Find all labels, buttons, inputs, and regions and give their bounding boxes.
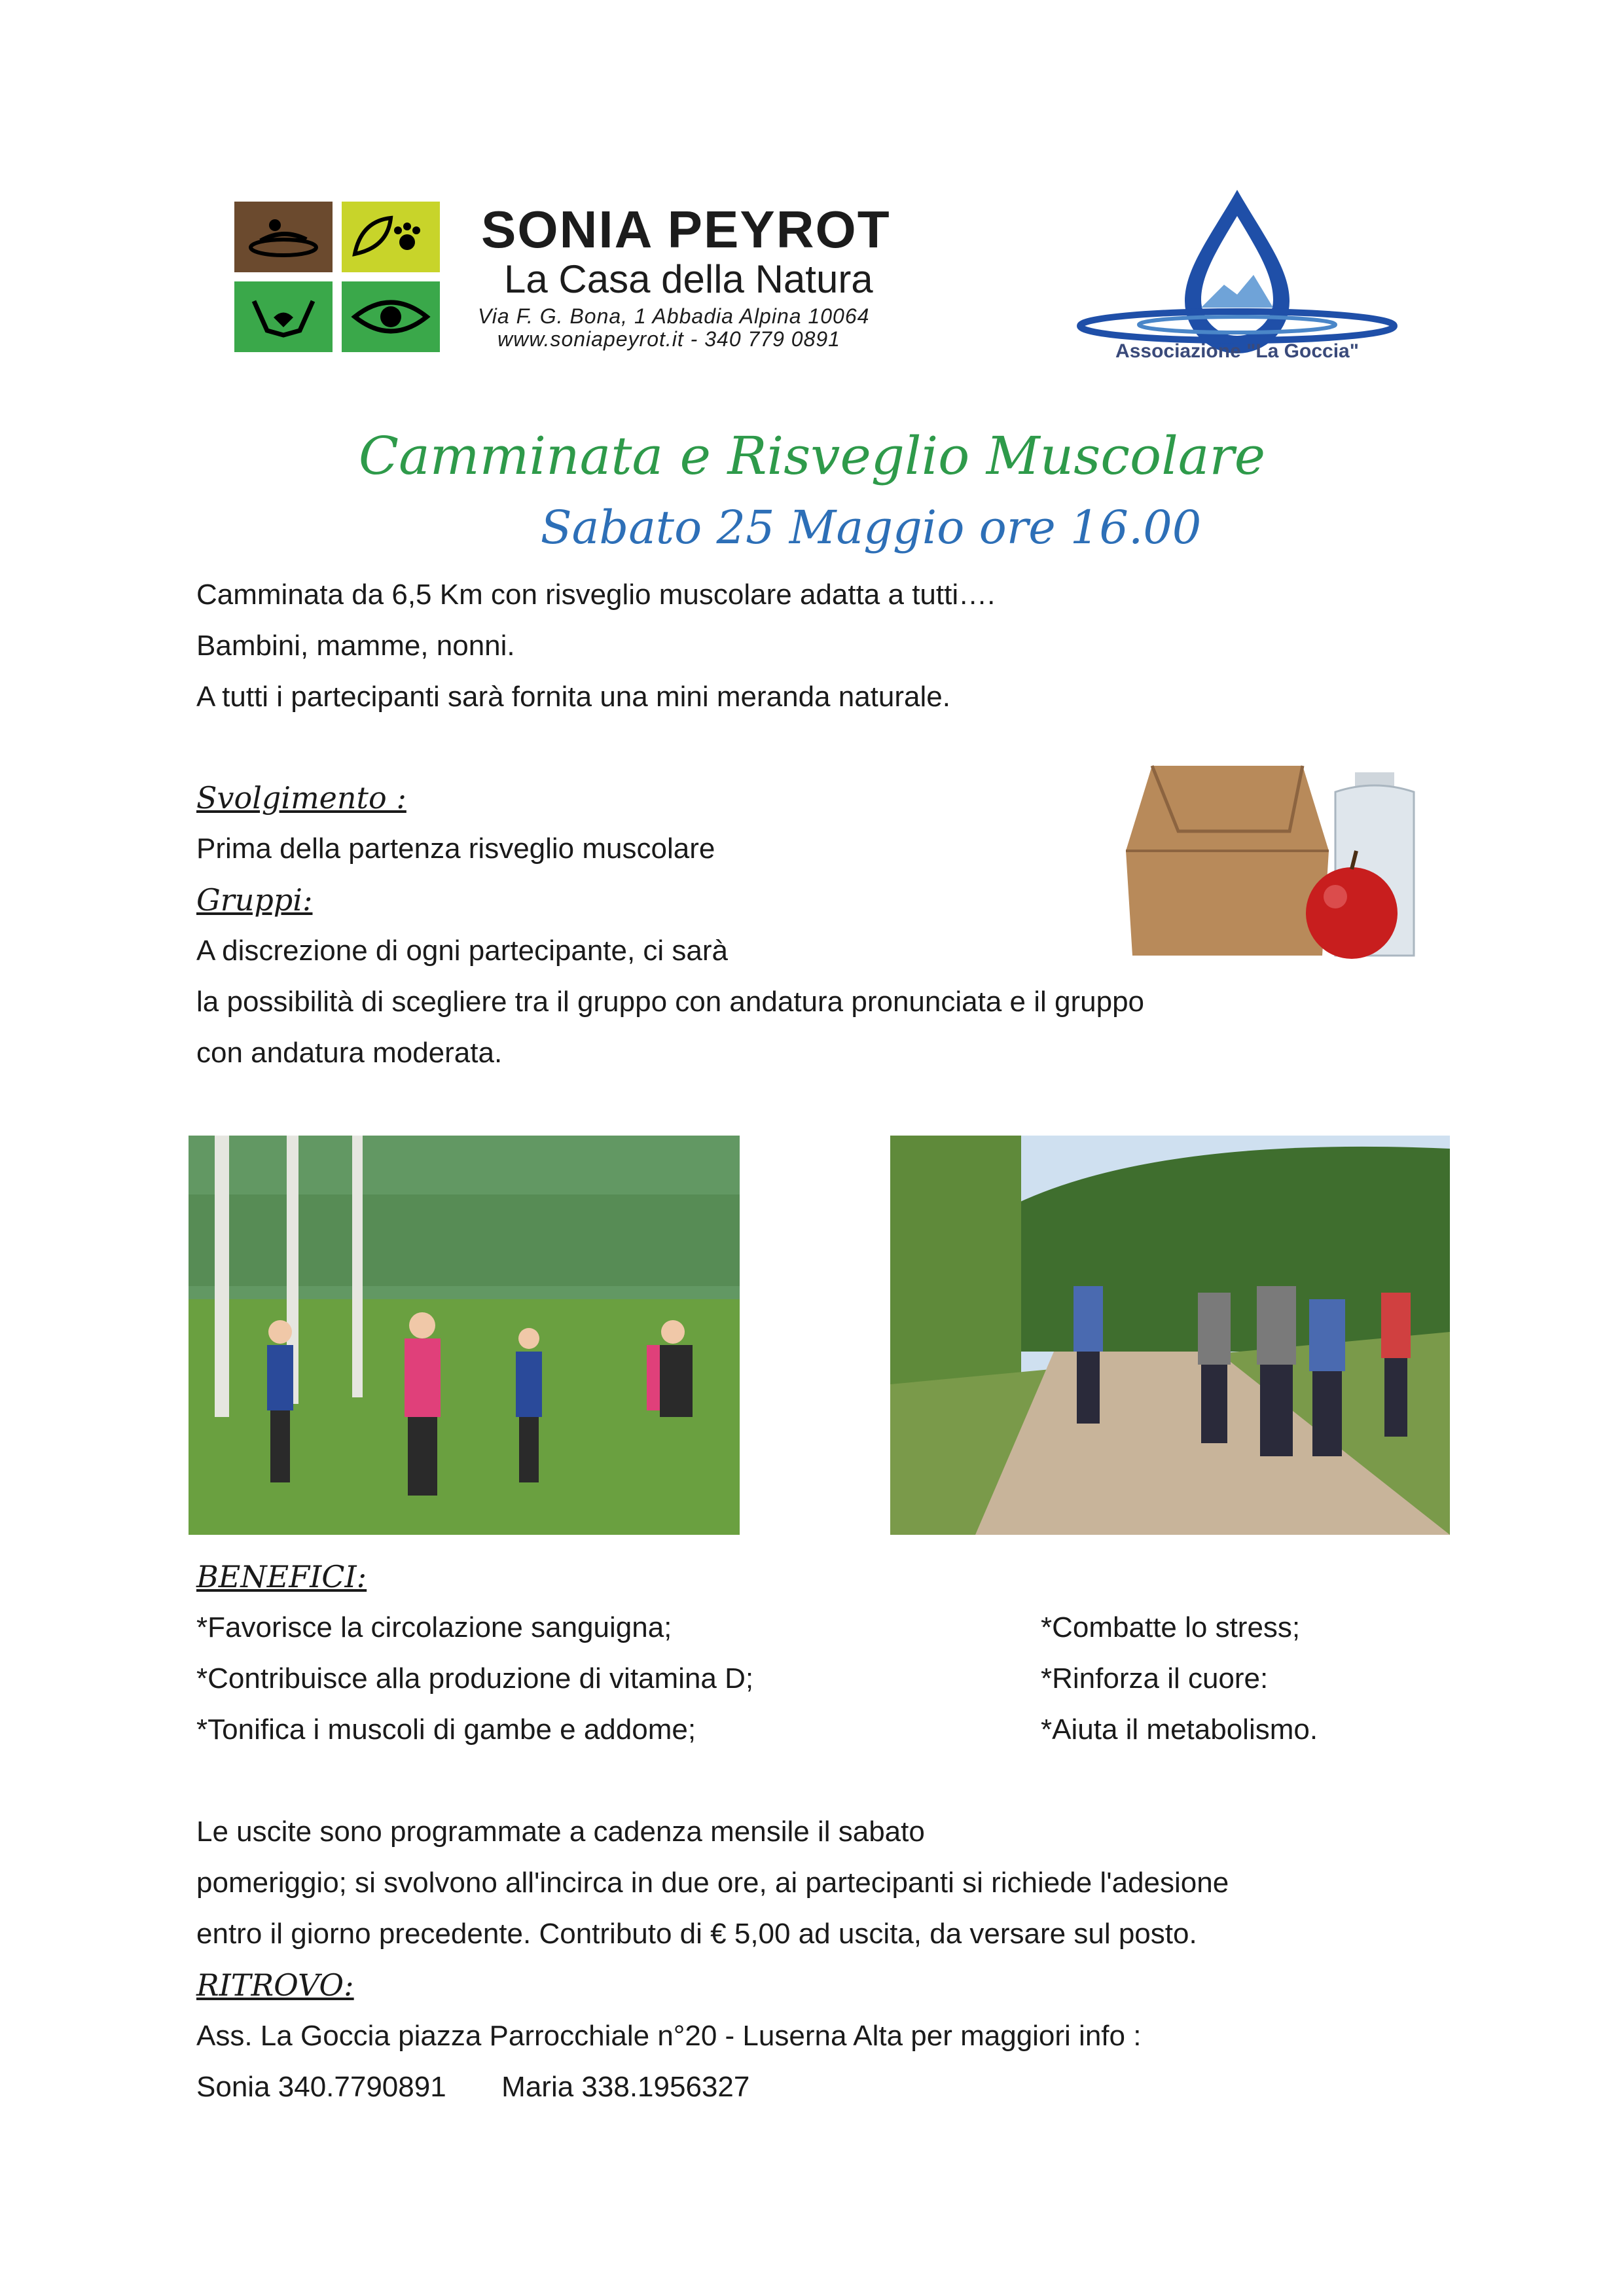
intro-line: Bambini, mamme, nonni. [196, 630, 515, 662]
intro-line: A tutti i partecipanti sarà fornita una mini meranda naturale. [196, 681, 950, 713]
svolgimento-heading: Svolgimento : [196, 780, 406, 816]
uscite-line: entro il giorno precedente. Contributo di € 5,00 ad uscita, da versare sul posto. [196, 1918, 1197, 1950]
uscite-block [196, 1806, 1229, 2113]
gruppi-heading: Gruppi: [196, 882, 313, 918]
sonia-peyrot-logo [234, 202, 444, 353]
logo-subtitle: La Casa della Natura [504, 257, 873, 301]
intro-block [196, 569, 995, 723]
gruppi-line: A discrezione di ogni partecipante, ci sarà [196, 935, 729, 967]
benefici-item: *Favorisce la circolazione sanguigna; [196, 1611, 672, 1643]
logo-website: www.soniapeyrot.it - 340 779 0891 [497, 327, 840, 351]
svolgimento-text: Prima della partenza risveglio muscolare [196, 833, 715, 865]
benefici-block [196, 1551, 753, 1755]
contacts-line [196, 2062, 1229, 2113]
contact-sonia: Sonia 340.7790891 [196, 2071, 446, 2103]
exercise-photo [189, 1136, 740, 1535]
gruppi-line: con andatura moderata. [196, 1037, 503, 1069]
page-title: Camminata e Risveglio Muscolare [358, 425, 1266, 486]
hands-icon [234, 281, 333, 352]
uscite-line: Le uscite sono programmate a cadenza mensile il sabato [196, 1816, 925, 1848]
benefici-item: *Combatte lo stress; [1041, 1611, 1301, 1643]
association-label: Associazione "La Goccia" [1115, 340, 1359, 362]
eye-icon [342, 281, 440, 352]
intro-line: Camminata da 6,5 Km con risveglio muscolare adatta a tutti…. [196, 579, 996, 611]
benefici-item: *Tonifica i muscoli di gambe e addome; [196, 1713, 696, 1746]
uscite-line: pomeriggio; si svolvono all'incirca in due ore, ai partecipanti si richiede l'adesione [196, 1867, 1229, 1899]
ritrovo-text: Ass. La Goccia piazza Parrocchiale n°20 - Luserna Alta per maggiori info : [196, 2020, 1142, 2052]
contact-maria: Maria 338.1956327 [501, 2071, 750, 2103]
walking-photo [890, 1136, 1450, 1535]
ritrovo-heading: RITROVO: [196, 1967, 354, 2003]
benefici-item: *Rinforza il cuore: [1041, 1662, 1269, 1695]
details-block [196, 772, 1144, 1079]
benefici-right-block [1041, 1602, 1318, 1755]
leaf-paw-icon [342, 202, 440, 272]
benefici-item: *Contribuisce alla produzione di vitamina D; [196, 1662, 754, 1695]
benefici-heading: BENEFICI: [196, 1559, 367, 1594]
benefici-item: *Aiuta il metabolismo. [1041, 1713, 1318, 1746]
snack-bag-image [1113, 753, 1427, 969]
logo-address: Via F. G. Bona, 1 Abbadia Alpina 10064 [478, 304, 870, 328]
event-date: Sabato 25 Maggio ore 16.00 [540, 501, 1202, 554]
logo-name: SONIA PEYROT [481, 200, 891, 259]
massage-icon [234, 202, 333, 272]
gruppi-line: la possibilità di scegliere tra il gruppo con andatura pronunciata e il gruppo [196, 986, 1145, 1018]
